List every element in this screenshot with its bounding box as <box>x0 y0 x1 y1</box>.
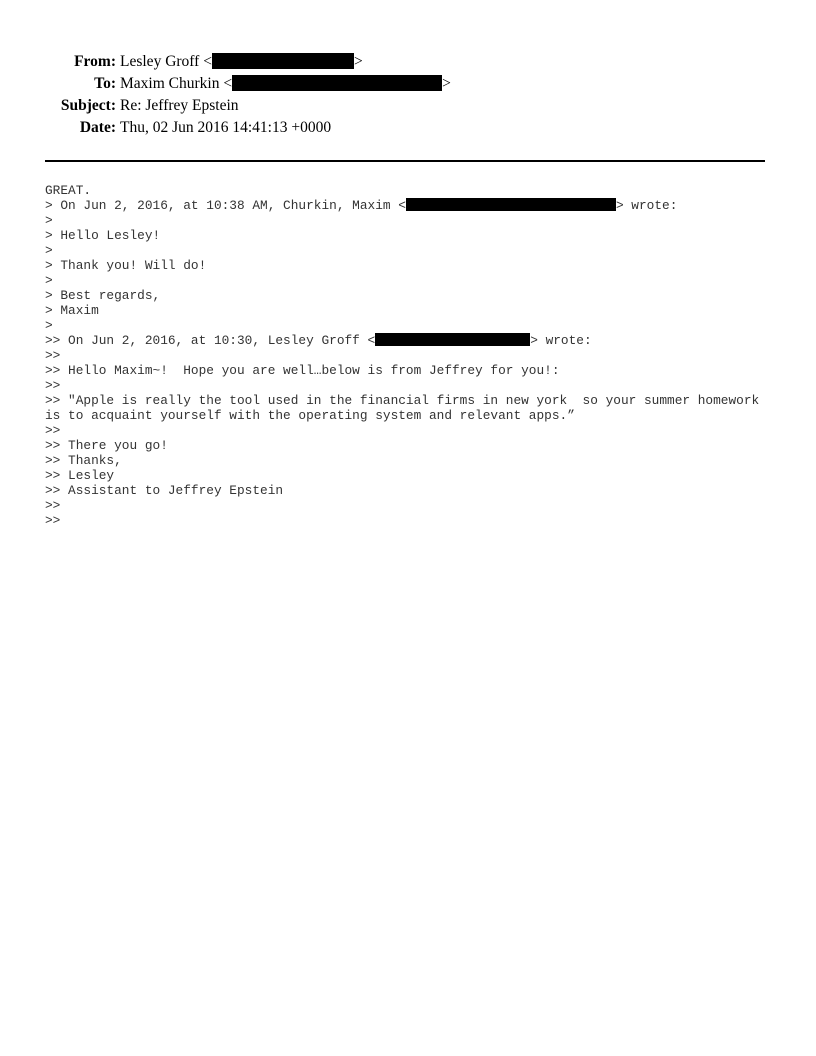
to-name: Maxim Churkin < <box>120 75 233 92</box>
subject-label: Subject: <box>60 97 116 114</box>
redacted-email <box>375 333 530 346</box>
body-line: >> Lesley <box>45 468 115 483</box>
redacted-email <box>406 198 616 211</box>
body-line: > Best regards, <box>45 288 161 303</box>
subject-row <box>0 95 816 117</box>
body-line: >> "Apple is really the tool used in the financial firms in new york so your summer homework <box>45 393 760 408</box>
quoted-header-text: > On Jun 2, 2016, at 10:38 AM, Churkin, Maxim < <box>45 198 406 213</box>
body-line: >> Hello Maxim~! Hope you are well…below is from Jeffrey for you!: <box>45 363 560 378</box>
body-line: > <box>45 318 53 333</box>
body-line: > <box>45 243 53 258</box>
body-line: > Thank you! Will do! <box>45 258 207 273</box>
from-close: > <box>353 53 363 70</box>
subject-value: Re: Jeffrey Epstein <box>120 97 239 114</box>
quoted-header-text: >> On Jun 2, 2016, at 10:30, Lesley Groff < <box>45 333 376 348</box>
body-line: >> <box>45 513 61 528</box>
to-close: > <box>442 75 451 92</box>
email-body <box>45 183 759 528</box>
body-line: >> Thanks, <box>45 453 122 468</box>
from-row <box>0 51 816 73</box>
to-row <box>0 73 816 95</box>
quoted-header-tail: > wrote: <box>615 198 678 213</box>
body-line: >> <box>45 348 61 363</box>
redacted-email <box>212 53 354 69</box>
body-line: >> <box>45 498 61 513</box>
date-row <box>0 117 816 139</box>
body-line: GREAT. <box>45 183 92 198</box>
to-value <box>120 73 451 95</box>
from-name: Lesley Groff < <box>120 53 212 70</box>
quoted-header-line <box>45 198 759 213</box>
date-label: Date: <box>79 119 116 136</box>
body-line: > Maxim <box>45 303 99 318</box>
header-divider <box>45 160 765 162</box>
body-line: >> <box>45 378 61 393</box>
body-line: >> <box>45 423 61 438</box>
body-line: >> There you go! <box>45 438 168 453</box>
body-line: is to acquaint yourself with the operating system and relevant apps.” <box>45 408 575 423</box>
from-value <box>120 51 363 73</box>
quoted-header-line <box>45 333 759 348</box>
quoted-header-tail: > wrote: <box>530 333 592 348</box>
body-line: > Hello Lesley! <box>45 228 161 243</box>
body-line: > <box>45 273 53 288</box>
redacted-email <box>232 75 442 91</box>
to-label: To: <box>94 75 116 92</box>
from-label: From: <box>74 53 116 70</box>
body-line: > <box>45 213 53 228</box>
body-line: >> Assistant to Jeffrey Epstein <box>45 483 284 498</box>
email-header <box>0 51 816 139</box>
date-value: Thu, 02 Jun 2016 14:41:13 +0000 <box>120 119 332 136</box>
